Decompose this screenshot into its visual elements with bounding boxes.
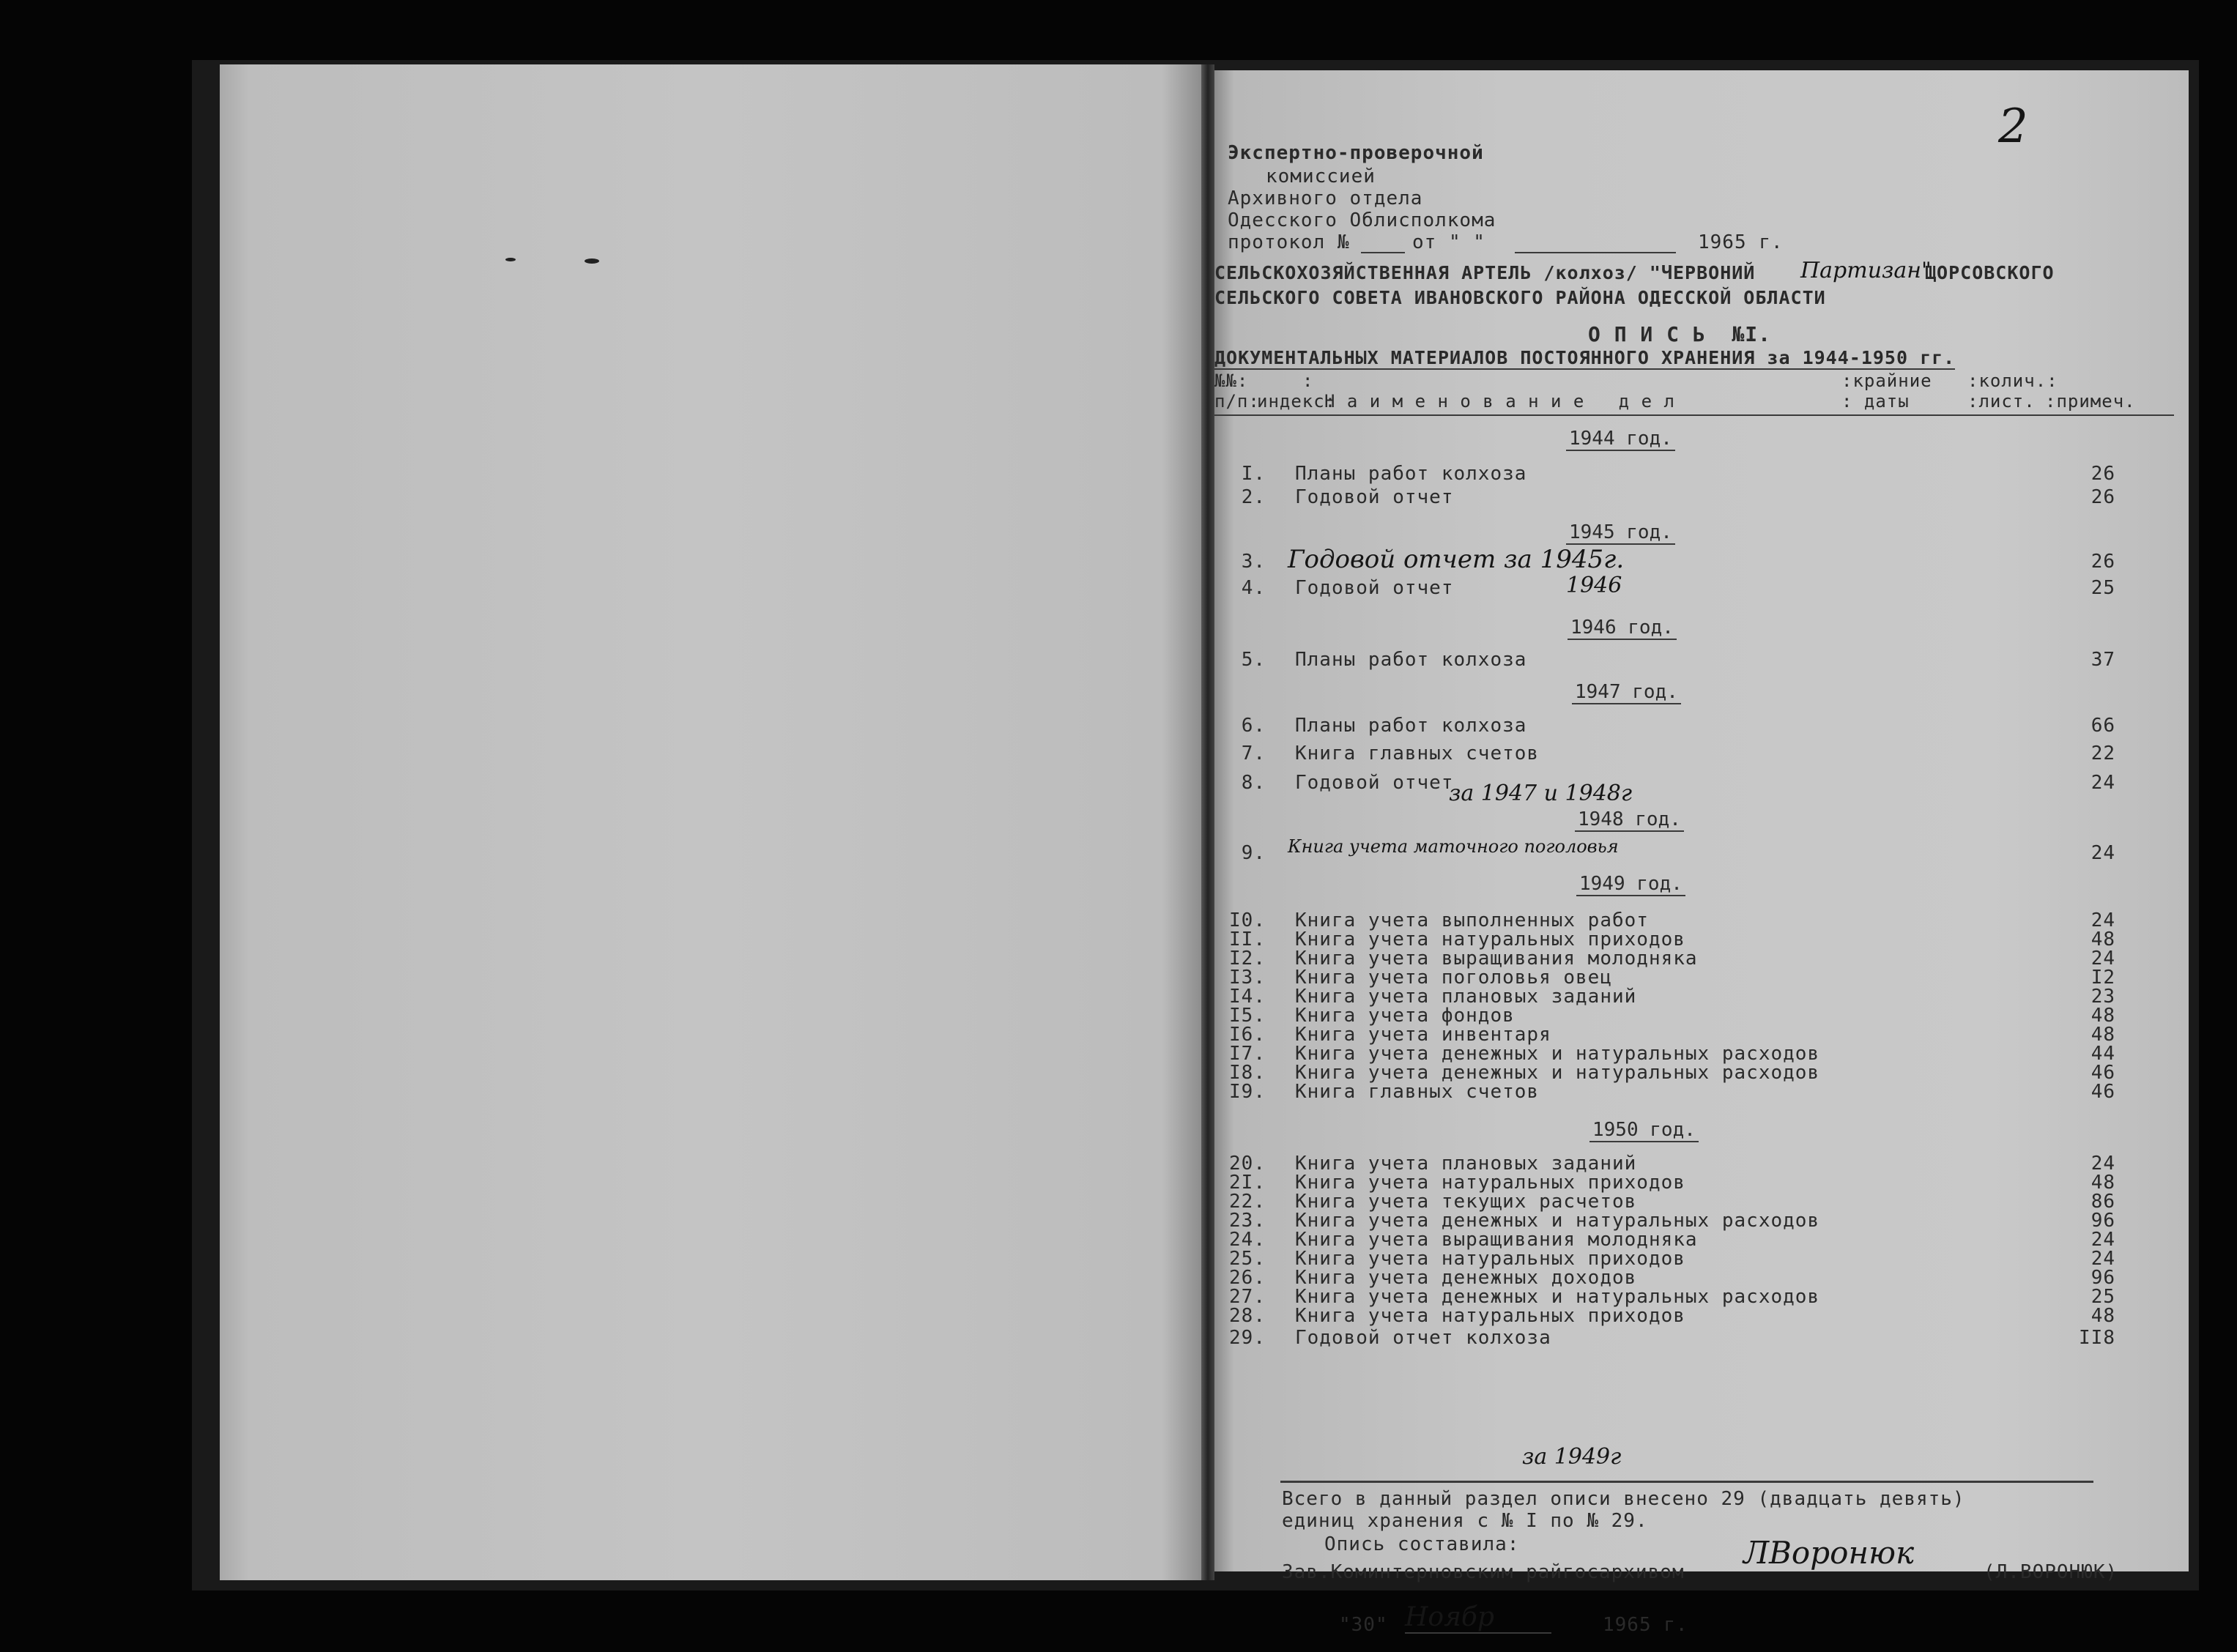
- row-sheet-count: 23: [2091, 986, 2115, 1008]
- col-header: №№:: [1214, 371, 1249, 391]
- org-line: ЩОРСОВСКОГО: [1925, 262, 2055, 283]
- row-number: I5.: [1229, 1005, 1266, 1027]
- row-number: 23.: [1229, 1210, 1266, 1232]
- org-line: СЕЛЬСКОХОЗЯЙСТВЕННАЯ АРТЕЛЬ /колхоз/ "ЧЕРВОНИЙ: [1214, 262, 1756, 283]
- row-title: Годовой отчет колхоза: [1295, 1327, 1551, 1349]
- row-title: Книга учета выполненных работ: [1295, 909, 1649, 931]
- row-title: Книга учета денежных доходов: [1295, 1267, 1637, 1289]
- row-title: Планы работ колхоза: [1295, 463, 1527, 485]
- row-title: Годовой отчет: [1295, 577, 1454, 599]
- row-title: Книга учета текущих расчетов: [1295, 1191, 1637, 1213]
- row-sheet-count: 26: [2091, 463, 2115, 485]
- row-number: I6.: [1229, 1024, 1266, 1046]
- row-number: I2.: [1229, 948, 1266, 970]
- row-title: Книга учета натуральных приходов: [1295, 1248, 1685, 1270]
- handwritten-note: за 1947 и 1948г: [1449, 781, 1633, 806]
- row-number: 6.: [1241, 715, 1266, 737]
- row-title: Годовой отчет: [1295, 772, 1454, 794]
- col-header: : даты: [1841, 391, 1910, 412]
- row-number: 25.: [1229, 1248, 1266, 1270]
- row-sheet-count: 86: [2091, 1191, 2115, 1213]
- row-title: Планы работ колхоза: [1295, 649, 1527, 671]
- row-sheet-count: 24: [2091, 1229, 2115, 1251]
- footer-line: единиц хранения с № I по № 29.: [1282, 1510, 1648, 1532]
- row-number: I3.: [1229, 967, 1266, 989]
- right-page: [1214, 70, 2189, 1636]
- signature: ЛВоронюк: [1743, 1535, 1915, 1571]
- row-sheet-count: 44: [2091, 1043, 2115, 1065]
- signer-name: (Л.ВОРОНЮК): [1984, 1561, 2118, 1583]
- row-title: Книга учета инвентаря: [1295, 1024, 1551, 1046]
- row-sheet-count: 25: [2091, 577, 2115, 599]
- handwritten-partisan: Партизан": [1800, 258, 1932, 283]
- row-title: Книга главных счетов: [1295, 743, 1540, 764]
- year-heading: 1947 год.: [1572, 681, 1681, 704]
- row-title: Книга учета денежных и натуральных расходов: [1295, 1062, 1820, 1084]
- year-heading: 1944 год.: [1566, 428, 1675, 451]
- col-header: :примеч.: [2045, 391, 2136, 412]
- footer-line: Опись составила:: [1324, 1533, 1520, 1555]
- row-title: Книга учета плановых заданий: [1295, 986, 1637, 1008]
- row-number: I0.: [1229, 909, 1266, 931]
- row-title: Книга учета денежных и натуральных расходов: [1295, 1210, 1820, 1232]
- row-sheet-count: 24: [2091, 1248, 2115, 1270]
- paper-speck: [585, 258, 599, 264]
- footer-line: Зав.Коминтерновским райгосархивом: [1282, 1561, 1685, 1583]
- row-number: 20.: [1229, 1153, 1266, 1175]
- row-number: 27.: [1229, 1286, 1266, 1308]
- col-header: п/п:: [1214, 391, 1260, 412]
- row-sheet-count: 24: [2091, 772, 2115, 794]
- date-day: "30": [1339, 1614, 1388, 1636]
- row-title: Планы работ колхоза: [1295, 715, 1527, 737]
- footer-rule: [1280, 1481, 2093, 1483]
- row-number: I9.: [1229, 1081, 1266, 1103]
- row-number: I4.: [1229, 986, 1266, 1008]
- book-gutter: [1201, 64, 1214, 1580]
- year-heading: 1945 год.: [1566, 521, 1675, 545]
- year-heading: 1948 год.: [1575, 808, 1684, 832]
- org-line: СЕЛЬСКОГО СОВЕТА ИВАНОВСКОГО РАЙОНА ОДЕССКОЙ ОБЛАСТИ: [1214, 287, 1826, 308]
- col-header: :крайние: [1841, 371, 1932, 391]
- row-sheet-count: 25: [2091, 1286, 2115, 1308]
- page-number: 2: [1998, 100, 2028, 154]
- row-title: Книга учета денежных и натуральных расходов: [1295, 1043, 1820, 1065]
- row-sheet-count: 46: [2091, 1062, 2115, 1084]
- row-number: 28.: [1229, 1305, 1266, 1327]
- col-header: :колич.:: [1967, 371, 2058, 391]
- row-sheet-count: 48: [2091, 1305, 2115, 1327]
- left-page: [220, 64, 1201, 1580]
- row-number: II.: [1229, 929, 1266, 950]
- opis-subtitle: ДОКУМЕНТАЛЬНЫХ МАТЕРИАЛОВ ПОСТОЯННОГО ХРАНЕНИЯ за 1944-1950 гг.: [1214, 347, 1956, 368]
- protocol-date-label: от " ": [1412, 231, 1485, 253]
- row-number: 22.: [1229, 1191, 1266, 1213]
- row-number: 26.: [1229, 1267, 1266, 1289]
- row-number: 8.: [1241, 772, 1266, 794]
- row-sheet-count: 24: [2091, 1153, 2115, 1175]
- row-sheet-count: I2: [2091, 967, 2115, 989]
- year-heading: 1950 год.: [1589, 1119, 1699, 1142]
- col-header: :лист.: [1967, 391, 2036, 412]
- col-header: :: [1302, 371, 1314, 391]
- date-year: 1965 г.: [1603, 1614, 1688, 1636]
- row-title: Книга учета маточного поголовья: [1288, 836, 1619, 857]
- handwritten-year: 1946: [1566, 573, 1622, 598]
- row-number: 24.: [1229, 1229, 1266, 1251]
- row-sheet-count: 22: [2091, 743, 2115, 764]
- handwritten-note: за 1949г: [1522, 1444, 1622, 1470]
- row-sheet-count: II8: [2079, 1327, 2115, 1349]
- row-title: Книга учета выращивания молодняка: [1295, 948, 1698, 970]
- protocol-blank: [1361, 233, 1405, 253]
- row-sheet-count: 48: [2091, 1024, 2115, 1046]
- row-sheet-count: 26: [2091, 551, 2115, 573]
- row-number: I8.: [1229, 1062, 1266, 1084]
- row-sheet-count: 37: [2091, 649, 2115, 671]
- row-title: Книга учета натуральных приходов: [1295, 1305, 1685, 1327]
- date-month: Ноябр: [1405, 1602, 1551, 1634]
- protocol-date-blank: [1515, 233, 1676, 253]
- row-number: 29.: [1229, 1327, 1266, 1349]
- row-sheet-count: 96: [2091, 1210, 2115, 1232]
- row-sheet-count: 48: [2091, 1005, 2115, 1027]
- col-header: Н а и м е н о в а н и е д е л: [1324, 391, 1675, 412]
- row-number: 4.: [1241, 577, 1266, 599]
- row-title: Годовой отчет за 1945г.: [1288, 545, 1625, 574]
- row-number: I.: [1241, 463, 1266, 485]
- row-title: Книга учета выращивания молодняка: [1295, 1229, 1698, 1251]
- col-header: индекс:: [1257, 391, 1337, 412]
- row-title: Книга учета денежных и натуральных расходов: [1295, 1286, 1820, 1308]
- row-sheet-count: 96: [2091, 1267, 2115, 1289]
- row-sheet-count: 24: [2091, 948, 2115, 970]
- year-heading: 1949 год.: [1576, 873, 1685, 896]
- row-number: 7.: [1241, 743, 1266, 764]
- row-number: 2I.: [1229, 1172, 1266, 1194]
- header-line: Архивного отдела: [1228, 187, 1423, 209]
- row-number: 2.: [1241, 486, 1266, 508]
- year-heading: 1946 год.: [1568, 617, 1677, 640]
- row-title: Книга учета натуральных приходов: [1295, 1172, 1685, 1194]
- row-sheet-count: 48: [2091, 1172, 2115, 1194]
- row-number: I7.: [1229, 1043, 1266, 1065]
- row-number: 3.: [1241, 551, 1266, 573]
- row-sheet-count: 24: [2091, 842, 2115, 864]
- header-line: комиссией: [1266, 165, 1376, 187]
- row-sheet-count: 26: [2091, 486, 2115, 508]
- opis-title: О П И С Ь №I.: [1588, 322, 1772, 346]
- protocol-year: 1965 г.: [1698, 231, 1784, 253]
- header-line: Экспертно-проверочной: [1228, 142, 1484, 164]
- row-sheet-count: 46: [2091, 1081, 2115, 1103]
- table-header-rule: [1214, 414, 2174, 416]
- footer-line: Всего в данный раздел описи внесено 29 (двадцать девять): [1282, 1488, 1965, 1510]
- row-title: Книга учета фондов: [1295, 1005, 1515, 1027]
- paper-speck: [505, 258, 516, 261]
- header-line: Одесского Облисполкома: [1228, 209, 1496, 231]
- protocol-label: протокол №: [1228, 231, 1350, 253]
- row-title: Книга учета натуральных приходов: [1295, 929, 1685, 950]
- row-sheet-count: 24: [2091, 909, 2115, 931]
- row-sheet-count: 48: [2091, 929, 2115, 950]
- row-sheet-count: 66: [2091, 715, 2115, 737]
- row-title: Годовой отчет: [1295, 486, 1454, 508]
- row-number: 5.: [1241, 649, 1266, 671]
- row-title: Книга учета поголовья овец: [1295, 967, 1612, 989]
- row-number: 9.: [1241, 842, 1266, 864]
- row-title: Книга учета плановых заданий: [1295, 1153, 1637, 1175]
- row-title: Книга главных счетов: [1295, 1081, 1540, 1103]
